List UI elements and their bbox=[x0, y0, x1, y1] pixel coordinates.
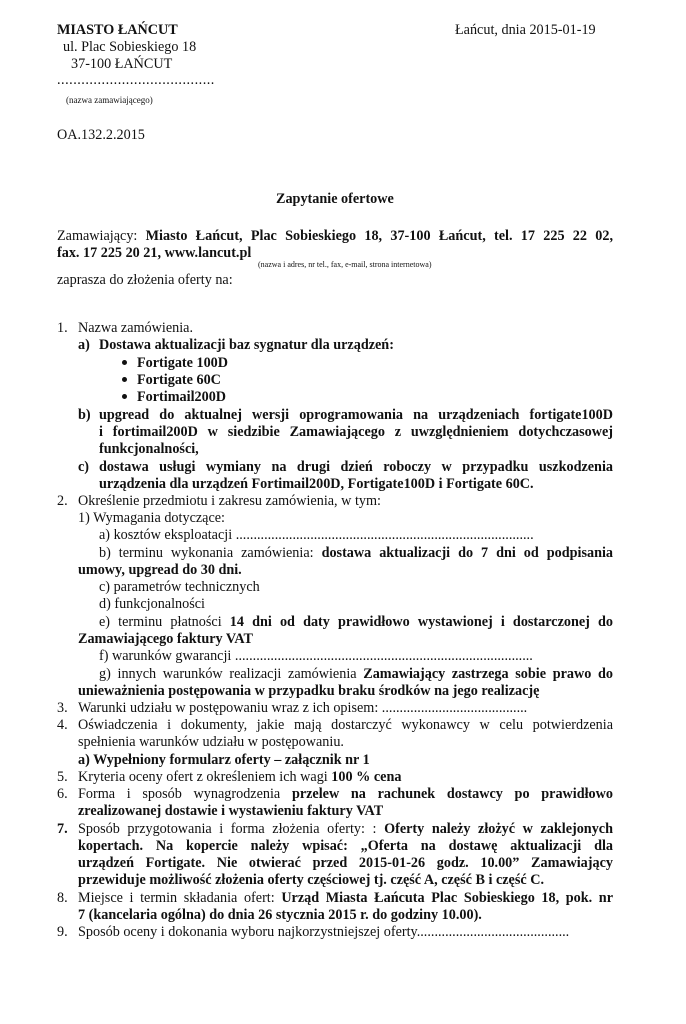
item-7-bold-1: Oferty należy złożyć w zaklejonych bbox=[384, 821, 613, 837]
item-1-text: Nazwa zamówienia. bbox=[78, 320, 194, 336]
org-name: MIASTO ŁAŃCUT bbox=[57, 22, 178, 38]
buyer-details-1: Miasto Łańcut, Plac Sobieskiego 18, 37-100 Łańcut, tel. 17 225 22 02, bbox=[145, 228, 614, 244]
item-1a-label: a) bbox=[78, 337, 90, 353]
item-5-number: 5. bbox=[57, 769, 68, 785]
req-b-bold-1: dostawa aktualizacji do 7 dni od podpisania bbox=[321, 545, 613, 561]
invite-text: zaprasza do złożenia oferty na: bbox=[57, 272, 233, 288]
buyer-line-1 bbox=[57, 228, 613, 245]
req-b-line-1 bbox=[99, 545, 613, 562]
bullet-dot-icon bbox=[122, 377, 127, 382]
item-1b-line-1 bbox=[99, 407, 613, 424]
item-7-number: 7. bbox=[57, 821, 68, 837]
req-d: d) funkcjonalności bbox=[99, 596, 205, 612]
req-b-plain: b) terminu wykonania zamówienia: bbox=[99, 545, 314, 561]
req-b-bold-2: umowy, upgread do 30 dni. bbox=[78, 562, 242, 578]
item-7-line-4: przewiduje możliwość złożenia oferty częściowej tj. część A, część B i część C. bbox=[78, 872, 545, 888]
item-3-text: Warunki udziału w postępowaniu wraz z ich opisem: ......................................... bbox=[78, 700, 528, 716]
item-1c-label: c) bbox=[78, 459, 90, 475]
item-2-number: 2. bbox=[57, 493, 68, 509]
buyer-block bbox=[57, 228, 613, 245]
req-a: a) kosztów eksploatacji .................................................................................... bbox=[99, 527, 534, 543]
item-3-number: 3. bbox=[57, 700, 68, 716]
item-7-line-1 bbox=[78, 821, 613, 838]
item-8-plain: Miejsce i termin składania ofert: bbox=[78, 890, 275, 906]
item-1b-line-1-text: upgread do aktualnej wersji oprogramowania na urządzeniach fortigate100D bbox=[99, 407, 613, 423]
item-2-text: Określenie przedmiotu i zakresu zamówienia, w tym: bbox=[78, 493, 381, 509]
item-5-plain: Kryteria oceny ofert z określeniem ich wagi bbox=[78, 769, 328, 785]
address-note: (nazwa i adres, nr tel., fax, e-mail, strona internetowa) bbox=[258, 260, 432, 269]
org-city: 37-100 ŁAŃCUT bbox=[71, 56, 173, 72]
item-1b-line-2 bbox=[99, 424, 613, 441]
buyer-label: (nazwa zamawiającego) bbox=[66, 95, 153, 105]
item-5-text bbox=[78, 769, 401, 786]
item-6-bold-1: przelew na rachunek dostawcy po prawidłowo bbox=[291, 786, 613, 802]
bullet-item bbox=[122, 389, 226, 406]
item-6-line-1 bbox=[78, 786, 613, 803]
item-8-line-2: 7 (kancelaria ogólna) do dnia 26 stycznia 2015 r. do godziny 10.00). bbox=[78, 907, 482, 923]
bullet-dot-icon bbox=[122, 360, 127, 365]
req-c: c) parametrów technicznych bbox=[99, 579, 260, 595]
req-e-bold-2: Zamawiającego faktury VAT bbox=[78, 631, 253, 647]
requirements-label: 1) Wymagania dotyczące: bbox=[78, 510, 225, 526]
item-1c-line-1 bbox=[99, 459, 613, 476]
item-8-line-1 bbox=[78, 890, 613, 907]
bullet-text: Fortigate 60C bbox=[137, 372, 221, 388]
dotted-line: ....................................... bbox=[57, 72, 215, 88]
item-1a-text: Dostawa aktualizacji baz sygnatur dla urządzeń: bbox=[99, 337, 394, 353]
buyer-label-prefix: Zamawiający: bbox=[57, 228, 138, 244]
item-1b-line-2-text: i fortimail200D w siedzibie Zamawiającego z uwzględnieniem dotychczasowej bbox=[99, 424, 613, 440]
item-7-plain: Sposób przygotowania i forma złożenia oferty: : bbox=[78, 821, 377, 837]
req-g-plain: g) innych warunków realizacji zamówienia bbox=[99, 666, 357, 682]
req-e-line-1 bbox=[99, 614, 613, 631]
item-1c-line-2: urządzenia dla urządzeń Fortimail200D, Fortigate100D i Fortigate 60C. bbox=[99, 476, 534, 492]
item-4-line-1-text: Oświadczenia i dokumenty, jakie mają dostarczyć wykonawcy w celu potwierdzenia bbox=[78, 717, 613, 733]
page-title: Zapytanie ofertowe bbox=[276, 191, 394, 207]
bullet-item bbox=[122, 372, 221, 389]
req-f: f) warunków gwarancji .................................................................................... bbox=[99, 648, 533, 664]
item-4a: a) Wypełniony formularz oferty – załącznik nr 1 bbox=[78, 752, 370, 768]
req-e-bold-1: 14 dni od daty prawidłowo wystawionej i dostarczonej do bbox=[229, 614, 614, 630]
item-6-plain: Forma i sposób wynagrodzenia bbox=[78, 786, 281, 802]
item-9-number: 9. bbox=[57, 924, 68, 940]
item-7-line-2-text: kopertach. Na kopercie należy wpisać: „Oferta na dostawę aktualizacji dla bbox=[78, 838, 613, 854]
item-5-bold: 100 % cena bbox=[331, 769, 402, 785]
item-7-line-2 bbox=[78, 838, 613, 855]
item-1c-line-1-text: dostawa usługi wymiany na drugi dzień roboczy w przypadku uszkodzenia bbox=[99, 459, 613, 475]
item-4-line-2: spełnienia warunków udziału w postępowaniu. bbox=[78, 734, 344, 750]
item-4-number: 4. bbox=[57, 717, 68, 733]
reference-number: OA.132.2.2015 bbox=[57, 127, 145, 143]
item-8-number: 8. bbox=[57, 890, 68, 906]
bullet-text: Fortigate 100D bbox=[137, 355, 229, 371]
bullet-dot-icon bbox=[122, 394, 127, 399]
item-8-bold-1: Urząd Miasta Łańcuta Plac Sobieskiego 18, pok. nr bbox=[281, 890, 613, 906]
buyer-details-2: fax. 17 225 20 21, www.lancut.pl bbox=[57, 245, 252, 261]
item-9-text: Sposób oceny i dokonania wyboru najkorzystniejszej oferty........................................... bbox=[78, 924, 570, 940]
req-g-line-1 bbox=[99, 666, 613, 683]
item-6-bold-2: zrealizowanej dostawie i wystawieniu faktury VAT bbox=[78, 803, 384, 819]
org-street: ul. Plac Sobieskiego 18 bbox=[63, 39, 197, 55]
bullet-item bbox=[122, 355, 228, 372]
item-7-line-3-text: urządzeń Fortigate. Nie otwierać przed 2015-01-26 godz. 10.00” Zamawiający bbox=[78, 855, 613, 871]
req-e-plain: e) terminu płatności bbox=[99, 614, 222, 630]
req-g-bold-2: unieważnienia postępowania w przypadku braku środków na jego realizację bbox=[78, 683, 540, 699]
item-1-number: 1. bbox=[57, 320, 68, 336]
item-6-number: 6. bbox=[57, 786, 68, 802]
item-7-line-3 bbox=[78, 855, 613, 872]
bullet-text: Fortimail200D bbox=[137, 389, 227, 405]
req-g-bold-1: Zamawiający zastrzega sobie prawo do bbox=[363, 666, 613, 682]
item-1b-line-3: funkcjonalności, bbox=[99, 441, 199, 457]
item-1b-label: b) bbox=[78, 407, 91, 423]
item-4-line-1 bbox=[78, 717, 613, 734]
place-date: Łańcut, dnia 2015-01-19 bbox=[455, 22, 596, 38]
